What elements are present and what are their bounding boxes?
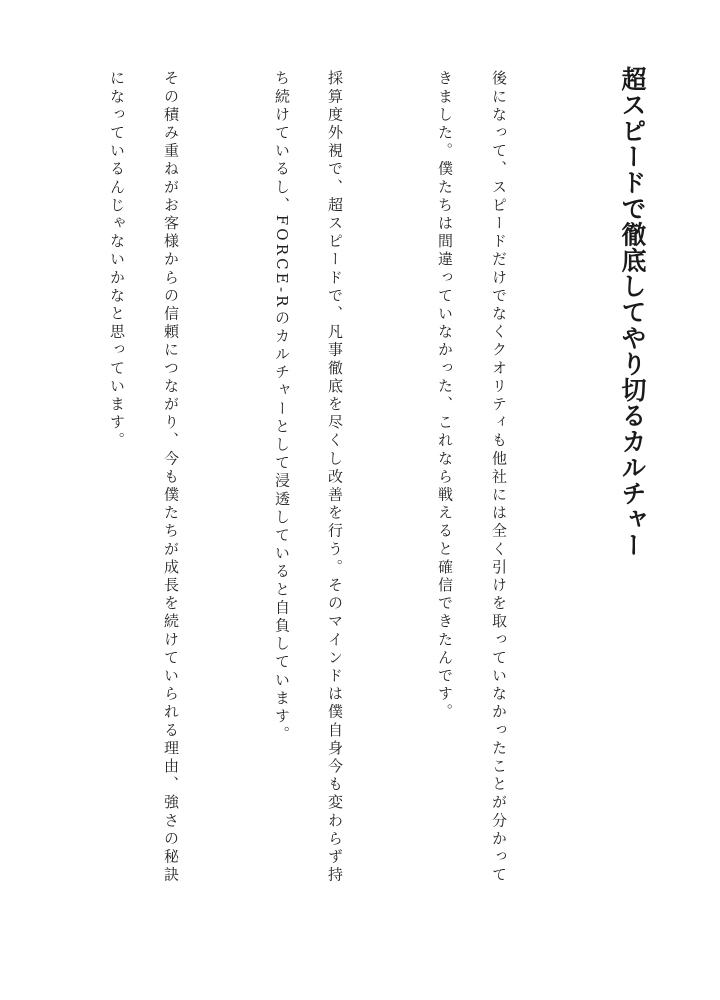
paragraph-2-line-2: ち続けているし、FORCE-Rのカルチャーとして浸透していると自負しています。	[273, 70, 291, 744]
paragraph-3-line-1: その積み重ねがお客様からの信頼につながり、今も僕たちが成長を続けていられる理由、強さの秘訣	[162, 70, 180, 885]
paragraph-1-line-1: 後になって、スピードだけでなくクオリティも他社には全く引けを取っていなかったことが分かって	[490, 70, 508, 885]
paragraph-1-line-2: きました。僕たちは間違っていなかった、これなら戦えると確信できたんです。	[436, 70, 454, 722]
paragraph-2-line-1: 採算度外視で、超スピードで、凡事徹底を尽くし改善を行う。そのマインドは僕自身今も変わらず持	[326, 70, 344, 885]
paragraph-3-line-2: になっているんじゃないかなと思っています。	[108, 70, 126, 451]
article-title: 超スピードで徹底してやり切るカルチャー	[618, 66, 647, 559]
